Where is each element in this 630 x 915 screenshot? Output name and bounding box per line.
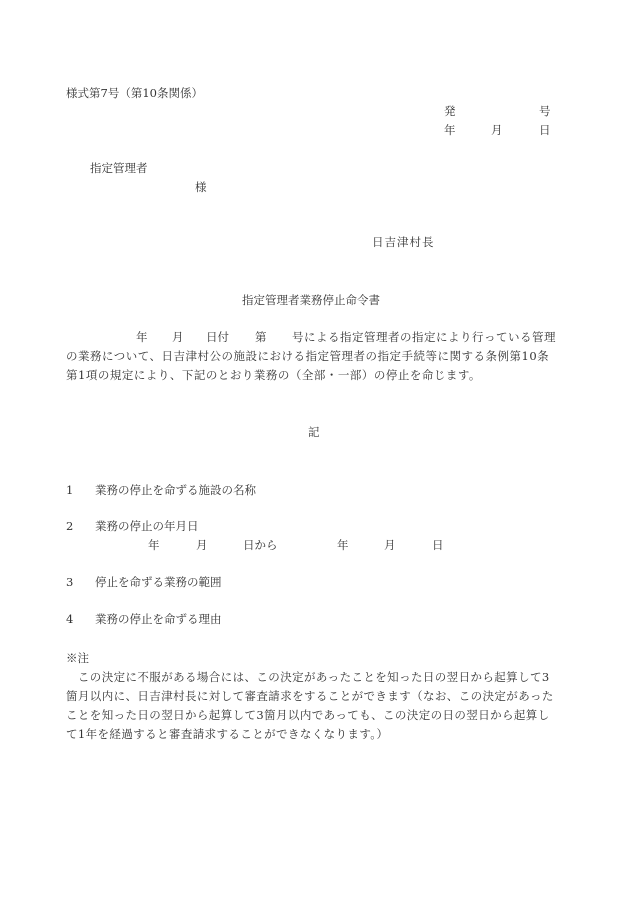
document-title: 指定管理者業務停止命令書 [242,293,380,307]
recipient-honorific: 様 [195,180,207,194]
recipient-title: 指定管理者 [90,161,148,175]
issue-hatsu: 発 [444,104,456,118]
sender-name: 日吉津村長 [372,235,435,249]
issue-go: 号 [539,104,551,118]
ki-heading: 記 [308,425,320,439]
form-label: 様式第7号（第10条関係） [66,86,203,100]
date-month: 月 [491,123,503,137]
date-day: 日 [539,123,551,137]
note-heading: ※注 [66,651,89,665]
date-year: 年 [444,123,456,137]
